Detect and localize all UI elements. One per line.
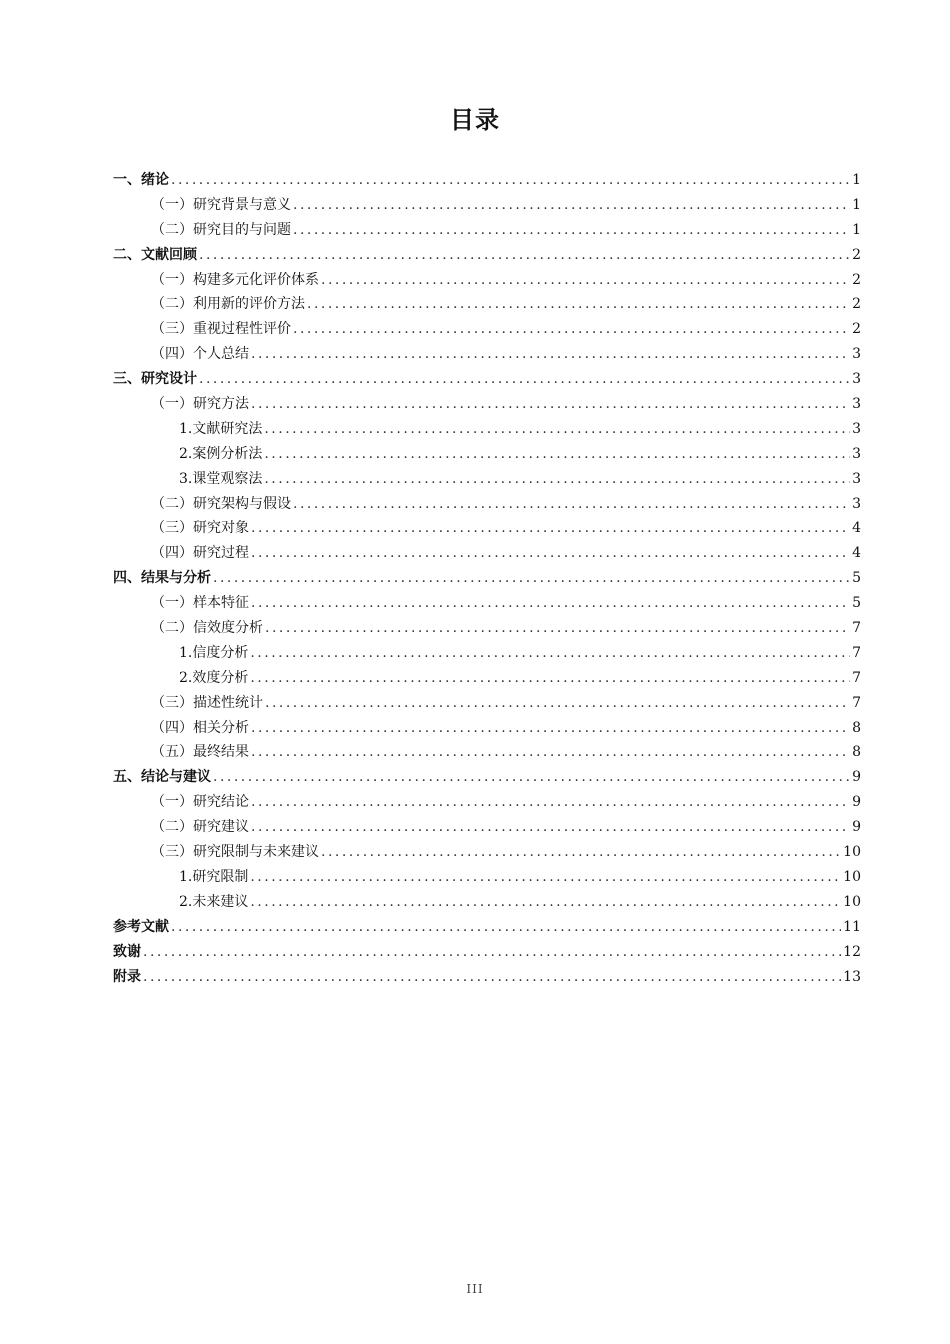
toc-entry-page-number: 8 [852, 744, 861, 761]
toc-entry[interactable] [113, 915, 861, 940]
toc-entry-page-number: 2 [852, 321, 861, 338]
toc-dot-leader [213, 765, 850, 790]
toc-entry[interactable] [113, 218, 861, 243]
toc-dot-leader [199, 243, 850, 268]
toc-entry-page-number: 7 [852, 694, 861, 711]
page-title: 目录 [450, 106, 500, 134]
toc-entry-label: （二）利用新的评价方法 [151, 296, 305, 313]
toc-entry-page-number: 8 [852, 719, 861, 736]
toc-entry-page-number: 3 [852, 470, 861, 487]
toc-entry-page-number: 1 [852, 196, 861, 213]
toc-dot-leader [143, 940, 841, 965]
toc-dot-leader [321, 268, 850, 293]
toc-entry-label: 附录 [113, 968, 141, 985]
toc-entry[interactable] [113, 442, 861, 467]
toc-dot-leader [264, 417, 850, 442]
toc-entry-page-number: 7 [852, 620, 861, 637]
toc-dot-leader [321, 840, 841, 865]
toc-entry-label: 致谢 [113, 943, 141, 960]
toc-dot-leader [251, 516, 850, 541]
toc-entry[interactable] [113, 641, 861, 666]
toc-entry[interactable] [113, 740, 861, 765]
toc-entry-label: （三）研究对象 [151, 520, 249, 537]
toc-entry-page-number: 7 [852, 669, 861, 686]
toc-entry[interactable] [113, 790, 861, 815]
toc-entry-label: （四）研究过程 [151, 545, 249, 562]
toc-entry-label: （三）描述性统计 [151, 694, 263, 711]
toc-dot-leader [293, 218, 850, 243]
toc-dot-leader [264, 442, 850, 467]
page-number-footer: III [466, 1282, 484, 1296]
toc-entry-label: 三、研究设计 [113, 371, 197, 388]
toc-entry[interactable] [113, 591, 861, 616]
toc-entry[interactable] [113, 342, 861, 367]
toc-dot-leader [307, 292, 850, 317]
toc-entry[interactable] [113, 865, 861, 890]
toc-entry[interactable] [113, 168, 861, 193]
toc-entry-label: 1.信度分析 [179, 644, 249, 661]
toc-entry[interactable] [113, 566, 861, 591]
table-of-contents [113, 168, 861, 989]
toc-entry-label: （三）重视过程性评价 [151, 321, 291, 338]
toc-entry[interactable] [113, 367, 861, 392]
toc-entry-label: 2.效度分析 [179, 669, 249, 686]
toc-entry-page-number: 5 [852, 595, 861, 612]
toc-entry[interactable] [113, 815, 861, 840]
toc-dot-leader [213, 566, 850, 591]
toc-entry-page-number: 3 [852, 420, 861, 437]
toc-entry-label: （五）最终结果 [151, 744, 249, 761]
toc-entry-label: 四、结果与分析 [113, 570, 211, 587]
toc-dot-leader [264, 467, 850, 492]
toc-entry-page-number: 3 [852, 445, 861, 462]
toc-entry-page-number: 9 [852, 794, 861, 811]
toc-dot-leader [251, 342, 850, 367]
toc-entry-label: 五、结论与建议 [113, 769, 211, 786]
toc-entry[interactable] [113, 193, 861, 218]
toc-entry-page-number: 12 [843, 943, 861, 960]
toc-entry-label: （二）信效度分析 [151, 620, 263, 637]
toc-dot-leader [171, 915, 841, 940]
toc-entry-label: 1.文献研究法 [179, 420, 263, 437]
toc-dot-leader [293, 317, 850, 342]
toc-entry-label: 一、绪论 [113, 172, 169, 188]
toc-entry-label: （一）研究结论 [151, 794, 249, 811]
toc-entry[interactable] [113, 317, 861, 342]
toc-dot-leader [251, 591, 850, 616]
toc-entry[interactable] [113, 467, 861, 492]
toc-dot-leader [251, 541, 850, 566]
toc-entry-page-number: 4 [852, 545, 861, 562]
toc-entry[interactable] [113, 516, 861, 541]
toc-dot-leader [251, 815, 850, 840]
toc-entry-page-number: 11 [843, 918, 861, 935]
toc-entry-page-number: 1 [852, 172, 861, 188]
toc-dot-leader [251, 790, 850, 815]
toc-entry-label: 2.未来建议 [179, 893, 249, 910]
toc-entry-label: （一）样本特征 [151, 595, 249, 612]
toc-entry-label: （一）构建多元化评价体系 [151, 271, 319, 288]
toc-dot-leader [293, 193, 850, 218]
toc-entry[interactable] [113, 840, 861, 865]
toc-dot-leader [265, 691, 850, 716]
toc-entry-page-number: 2 [852, 296, 861, 313]
toc-entry-page-number: 5 [852, 570, 861, 587]
toc-entry-label: （一）研究方法 [151, 396, 249, 413]
toc-entry-page-number: 10 [843, 844, 861, 861]
toc-dot-leader [265, 616, 850, 641]
toc-entry-page-number: 4 [852, 520, 861, 537]
toc-entry[interactable] [113, 940, 861, 965]
toc-entry[interactable] [113, 965, 861, 990]
toc-dot-leader [250, 865, 841, 890]
toc-entry[interactable] [113, 417, 861, 442]
toc-entry-label: 2.案例分析法 [179, 445, 263, 462]
toc-entry[interactable] [113, 541, 861, 566]
toc-entry[interactable] [113, 492, 861, 517]
toc-dot-leader [250, 666, 850, 691]
toc-entry-label: 1.研究限制 [179, 868, 249, 885]
toc-entry[interactable] [113, 392, 861, 417]
toc-entry-label: （三）研究限制与未来建议 [151, 844, 319, 861]
toc-dot-leader [251, 716, 850, 741]
toc-dot-leader [251, 392, 850, 417]
toc-dot-leader [293, 492, 850, 517]
toc-dot-leader [171, 168, 850, 193]
toc-dot-leader [143, 965, 841, 990]
toc-entry-label: 参考文献 [113, 918, 169, 935]
toc-entry-page-number: 9 [852, 819, 861, 836]
toc-dot-leader [199, 367, 850, 392]
toc-entry[interactable] [113, 243, 861, 268]
toc-entry-page-number: 7 [852, 644, 861, 661]
toc-entry-label: （二）研究架构与假设 [151, 495, 291, 512]
toc-entry[interactable] [113, 268, 861, 293]
toc-entry-page-number: 10 [843, 893, 861, 910]
toc-entry-page-number: 2 [852, 271, 861, 288]
toc-dot-leader [250, 890, 841, 915]
toc-entry-page-number: 3 [852, 346, 861, 363]
toc-entry-label: （四）个人总结 [151, 346, 249, 363]
toc-entry-label: （二）研究目的与问题 [151, 221, 291, 238]
toc-entry[interactable] [113, 890, 861, 915]
toc-entry-page-number: 13 [843, 968, 861, 985]
toc-entry-page-number: 1 [852, 221, 861, 238]
toc-entry[interactable] [113, 666, 861, 691]
toc-entry[interactable] [113, 616, 861, 641]
toc-entry-page-number: 9 [852, 769, 861, 786]
toc-entry[interactable] [113, 765, 861, 790]
toc-entry-label: 3.课堂观察法 [179, 470, 263, 487]
toc-entry[interactable] [113, 716, 861, 741]
toc-dot-leader [251, 740, 850, 765]
toc-dot-leader [250, 641, 850, 666]
toc-entry[interactable] [113, 292, 861, 317]
toc-entry-label: 二、文献回顾 [113, 246, 197, 263]
toc-entry-label: （二）研究建议 [151, 819, 249, 836]
toc-entry-page-number: 3 [852, 396, 861, 413]
toc-entry-page-number: 10 [843, 868, 861, 885]
toc-entry-page-number: 3 [852, 371, 861, 388]
toc-entry-label: （四）相关分析 [151, 719, 249, 736]
toc-entry[interactable] [113, 691, 861, 716]
toc-entry-label: （一）研究背景与意义 [151, 196, 291, 213]
toc-entry-page-number: 2 [852, 246, 861, 263]
toc-entry-page-number: 3 [852, 495, 861, 512]
